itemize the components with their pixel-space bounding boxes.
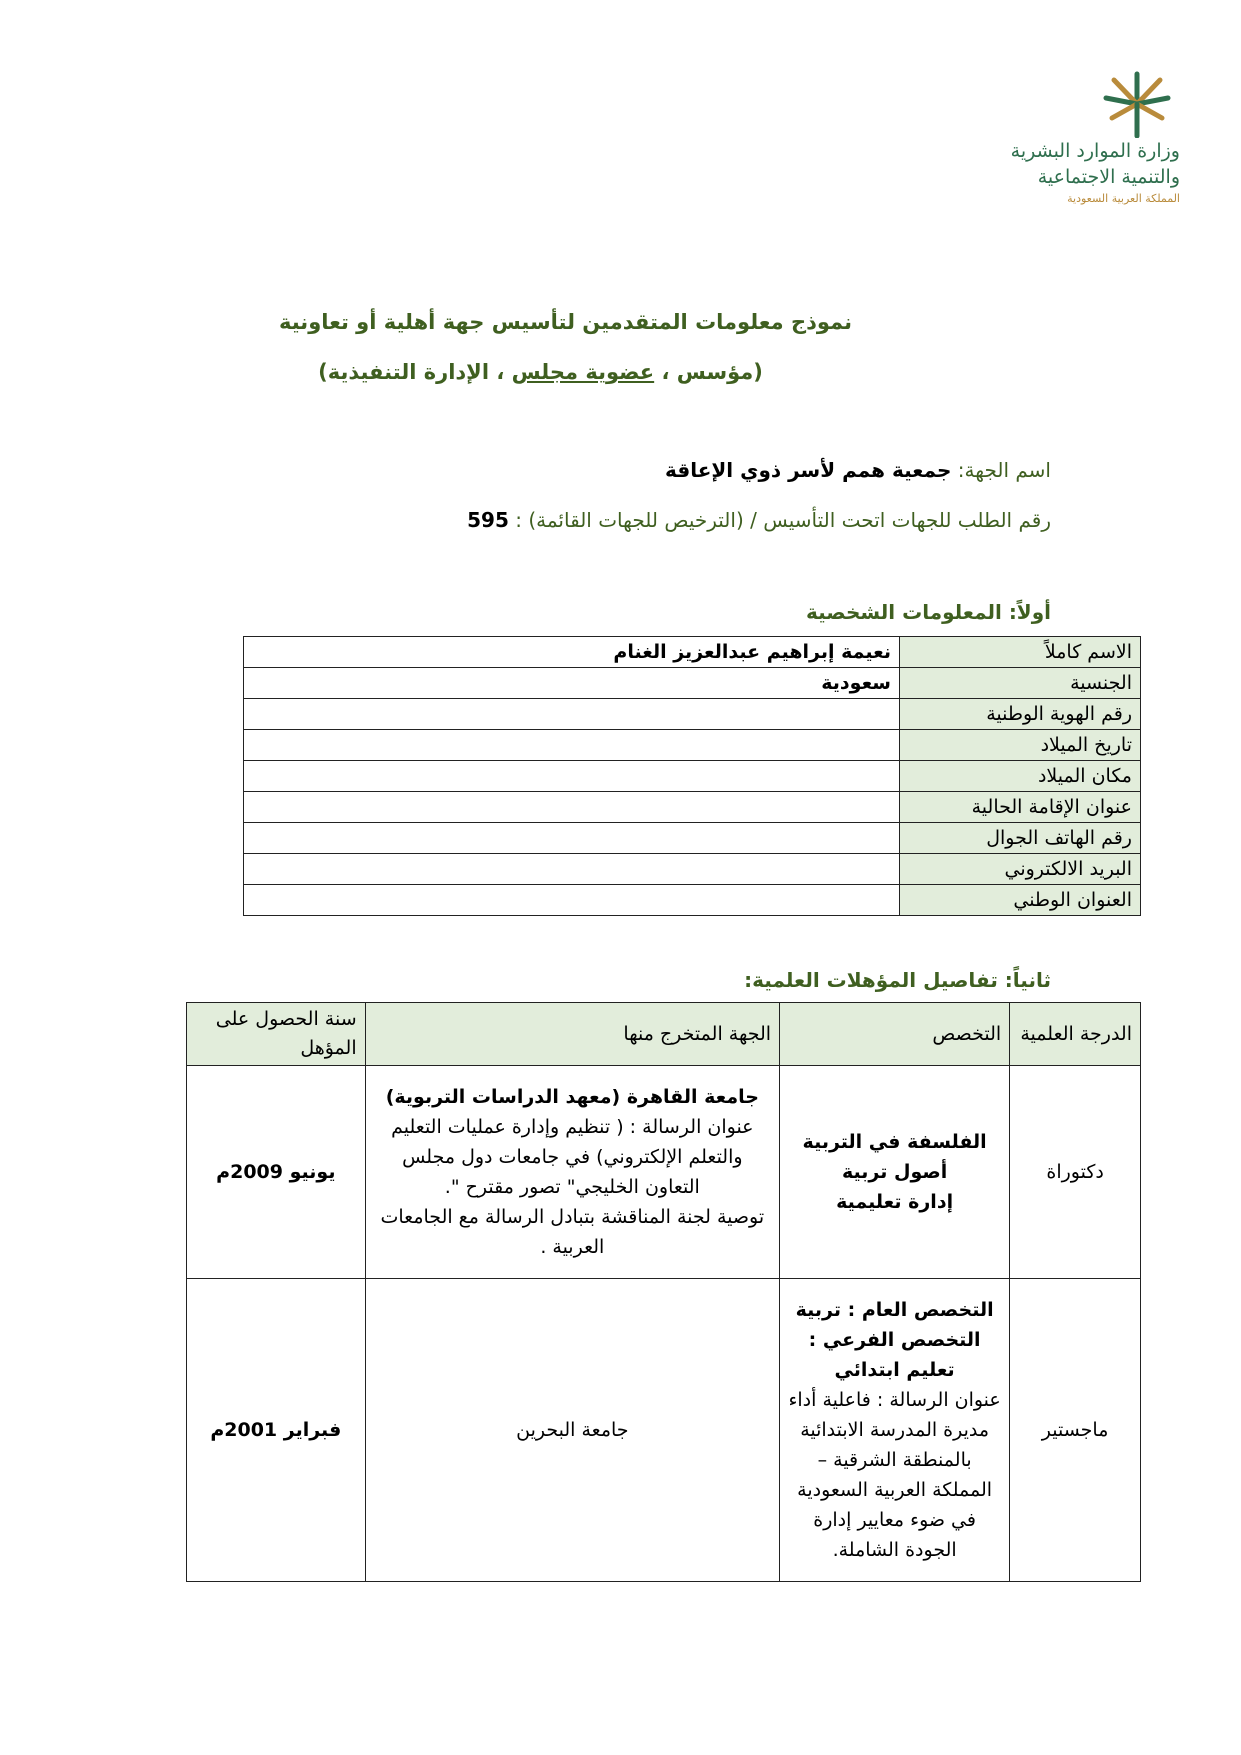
institution-cell: جامعة البحرين xyxy=(365,1279,779,1582)
specialty-line: أصول تربية xyxy=(841,1161,948,1183)
field-value xyxy=(244,730,900,761)
table-row xyxy=(244,637,1141,668)
field-label: عنوان الإقامة الحالية xyxy=(900,792,1141,823)
request-number-value: 595 xyxy=(467,508,509,532)
table-row xyxy=(244,885,1141,916)
committee-note: توصية لجنة المناقشة بتبادل الرسالة مع الجامعات العربية . xyxy=(380,1206,765,1258)
field-label: مكان الميلاد xyxy=(900,761,1141,792)
degree-cell: ماجستير xyxy=(1010,1279,1141,1582)
specialty-line: التخصص العام : تربية xyxy=(795,1299,994,1321)
year-cell: فبراير 2001م xyxy=(187,1279,366,1582)
table-row xyxy=(187,1066,1141,1279)
degree-cell: دكتوراة xyxy=(1010,1066,1141,1279)
field-label: الجنسية xyxy=(900,668,1141,699)
table-row xyxy=(244,761,1141,792)
field-label: العنوان الوطني xyxy=(900,885,1141,916)
table-row xyxy=(244,668,1141,699)
table-header-row xyxy=(187,1003,1141,1066)
header-degree: الدرجة العلمية xyxy=(1010,1003,1141,1066)
header-year: سنة الحصول على المؤهل xyxy=(187,1003,366,1066)
institution-cell xyxy=(365,1066,779,1279)
field-value xyxy=(244,885,900,916)
field-label: رقم الهاتف الجوال xyxy=(900,823,1141,854)
table-row xyxy=(187,1279,1141,1582)
qualifications-heading: ثانياً: تفاصيل المؤهلات العلمية: xyxy=(744,968,1051,992)
personal-info-heading: أولاً: المعلومات الشخصية xyxy=(806,600,1051,624)
qualifications-table xyxy=(186,1002,1141,1582)
subtitle-underlined: عضوية مجلس xyxy=(511,360,655,384)
specialty-cell xyxy=(780,1066,1010,1279)
ministry-logo xyxy=(1005,70,1180,210)
table-row xyxy=(244,730,1141,761)
request-number-line xyxy=(467,508,1051,532)
table-row xyxy=(244,854,1141,885)
form-subtitle: (مؤسس ، عضوية مجلس ، الإدارة التنفيذية) xyxy=(318,360,763,384)
specialty-line: التخصص الفرعي : تعليم ابتدائي xyxy=(808,1329,981,1381)
header-institution: الجهة المتخرج منها xyxy=(365,1003,779,1066)
thesis-title: عنوان الرسالة : ( تنظيم وإدارة عمليات التعليم والتعلم الإلكتروني) في جامعات دول مجلس التعاون الخليجي" تصور مقترح ". xyxy=(391,1116,754,1198)
logo-line-1: وزارة الموارد البشرية xyxy=(1010,140,1180,162)
entity-name-line xyxy=(665,458,1051,482)
table-row xyxy=(244,792,1141,823)
logo-line-3: المملكة العربية السعودية xyxy=(1067,192,1180,205)
field-label: البريد الالكتروني xyxy=(900,854,1141,885)
field-value xyxy=(244,854,900,885)
year-cell: يونيو 2009م xyxy=(187,1066,366,1279)
logo-line-2: والتنمية الاجتماعية xyxy=(1037,166,1180,188)
specialty-line: إدارة تعليمية xyxy=(836,1191,954,1213)
field-value xyxy=(244,761,900,792)
request-number-label: رقم الطلب للجهات اتحت التأسيس / (الترخيص للجهات القائمة) : xyxy=(508,508,1051,532)
field-value: نعيمة إبراهيم عبدالعزيز الغنام xyxy=(244,637,900,668)
field-value xyxy=(244,823,900,854)
palm-icon xyxy=(1102,70,1172,138)
table-row xyxy=(244,823,1141,854)
header-specialty: التخصص xyxy=(780,1003,1010,1066)
entity-name-value: جمعية همم لأسر ذوي الإعاقة xyxy=(665,458,952,482)
specialty-line: الفلسفة في التربية xyxy=(802,1131,987,1153)
field-label: رقم الهوية الوطنية xyxy=(900,699,1141,730)
field-value: سعودية xyxy=(244,668,900,699)
thesis-title: عنوان الرسالة : فاعلية أداء مديرة المدرسة الابتدائية بالمنطقة الشرقية – المملكة العربية السعودية في ضوء معايير إدارة الجودة الشاملة. xyxy=(788,1389,1001,1561)
entity-name-label: اسم الجهة: xyxy=(951,458,1051,482)
field-label: الاسم كاملاً xyxy=(900,637,1141,668)
specialty-cell xyxy=(780,1279,1010,1582)
table-row xyxy=(244,699,1141,730)
institution-name: جامعة القاهرة (معهد الدراسات التربوية) xyxy=(385,1086,759,1108)
field-label: تاريخ الميلاد xyxy=(900,730,1141,761)
personal-info-table xyxy=(243,636,1141,916)
form-title: نموذج معلومات المتقدمين لتأسيس جهة أهلية أو تعاونية xyxy=(279,310,852,334)
field-value xyxy=(244,792,900,823)
field-value xyxy=(244,699,900,730)
